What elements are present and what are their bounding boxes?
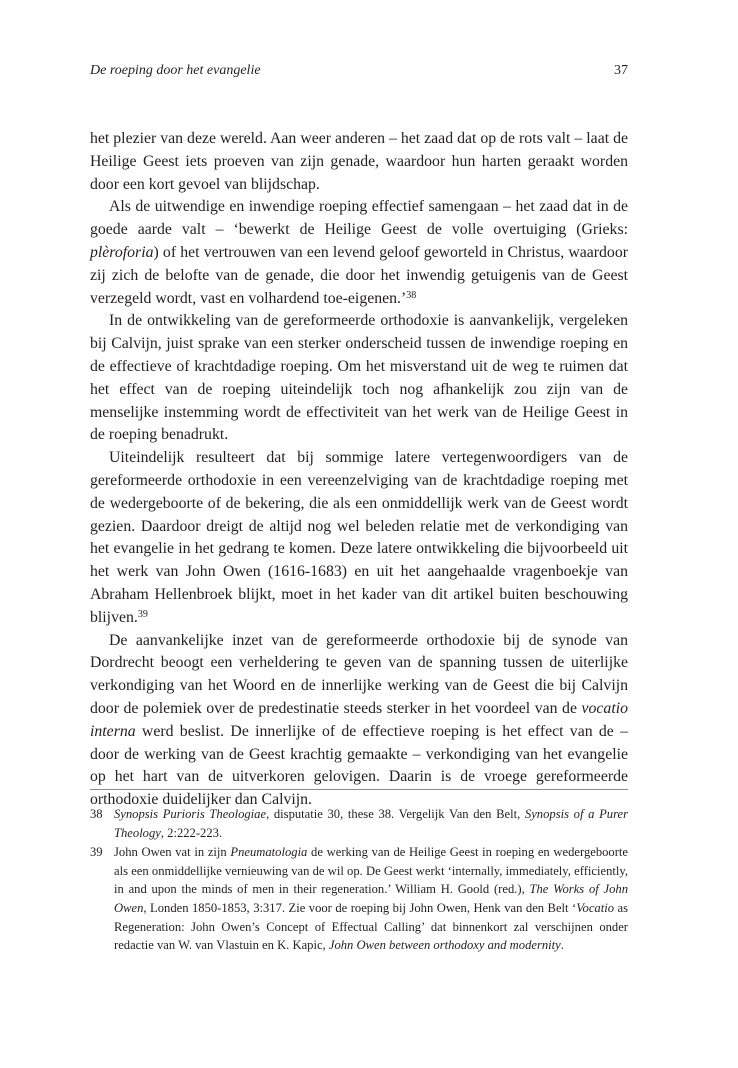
footnote-italic: Synopsis Purioris Theologiae: [114, 807, 267, 821]
paragraph-1-text: het plezier van deze wereld. Aan weer anderen – het zaad dat op de rots valt – laat de Heilige Geest iets proeven van zijn genade, waardoor hun harten geraakt worden door een kort gevoel van blijdschap.: [90, 130, 628, 193]
footnote-ref-39: 39: [137, 608, 148, 620]
footnote-separator: [90, 789, 628, 790]
paragraph-2-text-b: ) of het vertrouwen van een levend geloof geworteld in Christus, waardoor zij zich de belofte van de genade, die door het inwendig getuigenis van de Geest verzegeld wordt, vast en volhardend toe-eigenen.’: [90, 243, 628, 307]
footnote-italic: John Owen between orthodoxy and modernity: [328, 938, 561, 953]
footnote-39: [90, 843, 628, 955]
footnote-text: , Londen 1850-1853, 3:317. Zie voor de roeping bij John Owen, Henk van den Belt ‘: [143, 900, 577, 915]
body-text: [90, 128, 628, 812]
footnote-ref-38: 38: [406, 289, 417, 301]
footnote-italic: Vocatio: [576, 900, 615, 915]
footnote-text: , disputatie 30, these 38. Vergelijk Van den Belt,: [266, 807, 525, 821]
footnote-number: 39: [90, 845, 103, 860]
footnote-text: as Regeneration: John Owen’s Concept of Effectual Calling’ dat binnenkort zal verschijnen onder redactie van W. van Vlastuin en K. Kapic,: [114, 900, 628, 953]
footnote-text: John Owen vat in zijn: [114, 845, 231, 860]
page-number: 37: [614, 63, 628, 78]
paragraph-5-text-a: De aanvankelijke inzet van de gereformeerde orthodoxie bij de synode van Dordrecht beoogt een verheldering te geven van de spanning tussen de uiterlijke verkondiging van het Woord en de innerlijke werking van de Geest die bij Calvijn door de polemiek over de predestinatie steeds sterker in het voordeel van de: [90, 631, 628, 717]
paragraph-4: [90, 447, 628, 629]
footnote-italic: Pneumatologia: [230, 845, 308, 860]
paragraph-2-text-a: Als de uitwendige en inwendige roeping effectief samengaan – het zaad dat in de goede aarde valt – ‘bewerkt de Heilige Geest de volle overtuiging (Grieks:: [90, 198, 628, 239]
running-title: De roeping door het evangelie: [90, 63, 261, 78]
footnote-text: , 2:222-223.: [160, 825, 223, 840]
paragraph-5-text-b: werd beslist. De innerlijke of de effectieve roeping is het effect van de – door de werking van de Geest krachtig gemaakte – verkondiging van het evangelie op het hart van de uitverkoren gelovigen. Daarin is de vroege gereformeerde orthodoxie duidelijker dan Calvijn.: [90, 722, 628, 809]
footnotes: [90, 805, 628, 956]
paragraph-3-text: In de ontwikkeling van de gereformeerde orthodoxie is aanvankelijk, vergeleken bij Calvijn, juist sprake van een sterker onderscheid tussen de inwendige roeping en de effectieve of krachtdadige roeping. Om het misverstand uit de weg te ruimen dat het effect van de roeping uiteindelijk toch nog afhankelijk zou zijn van de menselijke instemming wordt de effectiviteit van het werk van de Heilige Geest in de roeping benadrukt.: [90, 312, 628, 444]
footnote-text: de werking van de Heilige Geest in roeping en wedergeboorte als een onmiddellijke vernieuwing van de wil op. De Geest werkt ‘internally, immediately, efficiently, in and upon the minds of men in their regeneration.’ William H. Goold (red.),: [114, 845, 628, 897]
paragraph-3: [90, 310, 628, 447]
paragraph-5: [90, 630, 628, 812]
paragraph-1: [90, 128, 628, 196]
footnote-number: 38: [90, 807, 103, 821]
footnote-text: .: [560, 938, 564, 953]
paragraph-5-italic: vocatio interna: [90, 699, 628, 740]
footnote-38: [90, 805, 628, 842]
paragraph-4-text: Uiteindelijk resulteert dat bij sommige latere vertegenwoordigers van de gereformeerde orthodoxie in een vereenzelviging van de krachtdadige roeping met de wedergeboorte of de bekering, die als een onmiddellijk werk van de Geest wordt gezien. Daardoor dreigt de altijd nog wel beleden relatie met de verkondiging van het evangelie in het gedrang te komen. Deze latere ontwikkeling die bijvoorbeeld uit het werk van John Owen (1616-1683) en uit het aangehaalde vragenboekje van Abraham Hellenbroek blijkt, moet in het kader van dit artikel buiten beschouwing blijven.: [90, 449, 628, 626]
footnote-italic: Synopsis of a Purer Theology: [114, 807, 629, 840]
paragraph-2: [90, 196, 628, 310]
footnote-italic: The Works of John Owen: [114, 882, 628, 915]
paragraph-2-italic: plèroforia: [90, 243, 154, 261]
